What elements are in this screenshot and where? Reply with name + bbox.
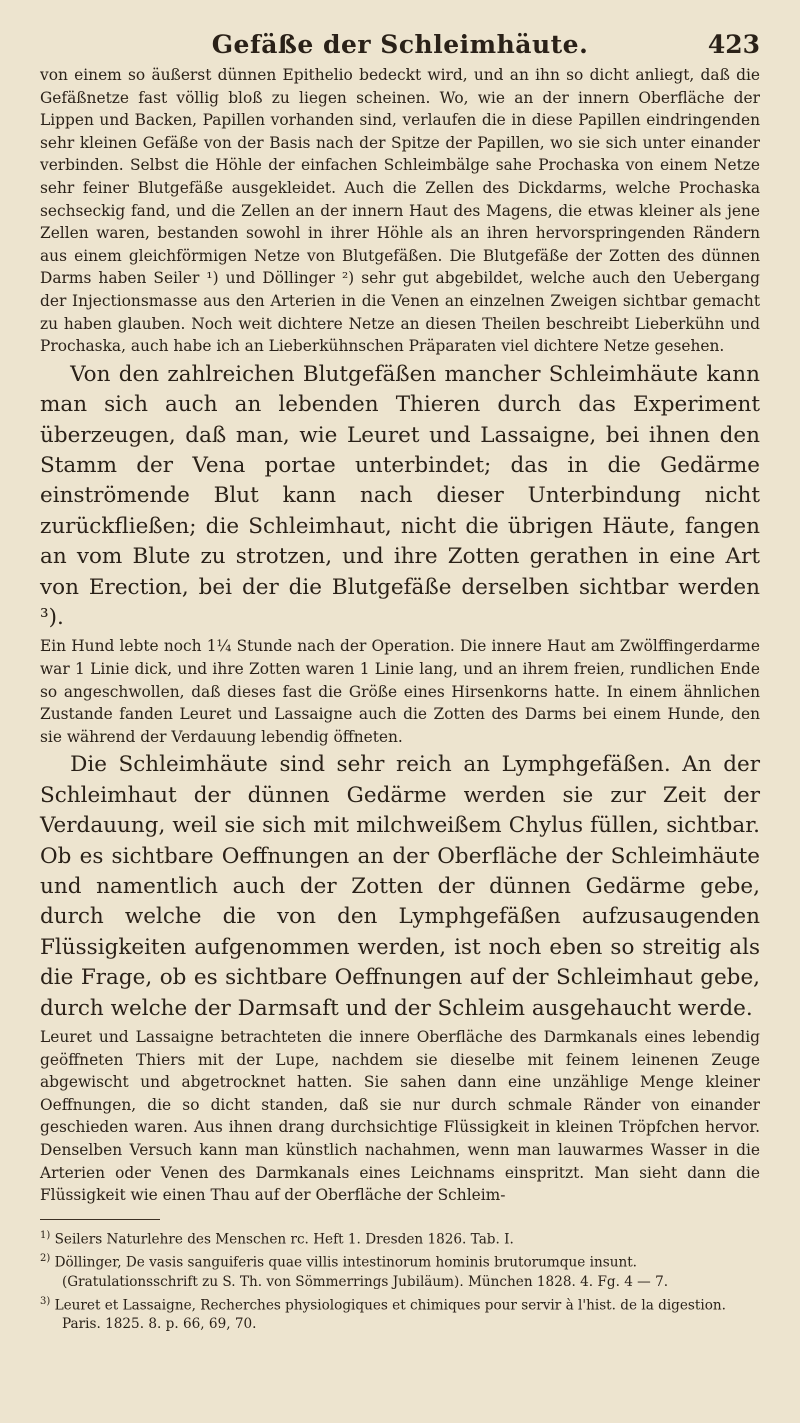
paragraph-small-1: von einem so äußerst dünnen Epithelio bedeckt wird, und an ihn so dicht anliegt, daß die Gefäßnetze fast völlig bloß zu liegen scheinen. Wo, wie an der innern Oberfläche der Lippen und Backen, Papillen vorhanden sind, verlaufen die in diese Papillen eindringenden sehr kleinen Gefäße von der Basis nach der Spitze der Papillen, wo sie sich unter einander verbinden. Selbst die Höhle der einfachen Schleimbälge sahe Prochaska von einem Netze sehr feiner Blutgefäße ausgekleidet. Auch die Zellen des Dickdarms, welche Prochaska sechseckig fand, und die Zellen an der innern Haut des Magens, die etwas kleiner als jene Zellen waren, bestanden sowohl in ihrer Höhle als an ihren hervorspringenden Rändern aus einem gleichförmigen Netze von Blutgefäßen. Die Blutgefäße der Zotten des dünnen Darms haben Seiler ¹) und Döllinger ²) sehr gut abgebildet, welche auch den Uebergang der Injectionsmasse aus den Arterien in die Venen an einzelnen Zweigen sichtbar gemacht zu haben glauben. Noch weit dichtere Netze an diesen Theilen beschreibt Lieberkühn und Prochaska, auch habe ich an Lieberkühnschen Präparaten viel dichtere Netze gesehen. <box>40 66 760 356</box>
paragraph-small-2: Ein Hund lebte noch 1¼ Stunde nach der Operation. Die innere Haut am Zwölffingerdarme war 1 Linie dick, und ihre Zotten waren 1 Linie lang, und an ihrem freien, rundlichen Ende so angeschwollen, daß dieses fast die Größe eines Hirsenkorns hatte. In einem ähnlichen Zustande fanden Leuret und Lassaigne auch die Zotten des Darms bei einem Hunde, den sie während der Verdauung lebendig öffneten. <box>40 637 760 746</box>
footnote-text-1: Seilers Naturlehre des Menschen rc. Heft 1. Dresden 1826. Tab. I. <box>54 1231 514 1248</box>
footnote-2 <box>40 1249 760 1292</box>
footnote-mark-3: 3) <box>40 1295 51 1307</box>
footnote-1 <box>40 1226 760 1250</box>
running-title: Gefäße der Schleimhäute. <box>211 30 589 59</box>
footnote-mark-1: 1) <box>40 1229 51 1241</box>
page-header <box>40 18 760 64</box>
footnote-3 <box>40 1292 760 1335</box>
footnotes <box>40 1226 760 1335</box>
paragraph-large-2: Die Schleimhäute sind sehr reich an Lymphgefäßen. An der Schleimhaut der dünnen Gedärme werden sie zur Zeit der Verdauung, weil sie sich mit milchweißem Chylus füllen, sichtbar. Ob es sichtbare Oeffnungen an der Oberfläche der Schleimhäute und namentlich auch der Zotten der dünnen Gedärme gebe, durch welche die von den Lymphgefäßen aufzusaugenden Flüssigkeiten aufgenommen werden, ist noch eben so streitig als die Frage, ob es sichtbare Oeffnungen auf der Schleimhaut gebe, durch welche der Darmsaft und der Schleim ausgehaucht werde. <box>40 752 760 1021</box>
paragraph-small-3: Leuret und Lassaigne betrachteten die innere Oberfläche des Darmkanals eines lebendig geöffneten Thiers mit der Lupe, nachdem sie dieselbe mit feinem leinenen Zeuge abgewischt und abgetrocknet hatten. Sie sahen dann eine unzählige Menge kleiner Oeffnungen, die so dicht standen, daß sie nur durch schmale Ränder von einander geschieden waren. Aus ihnen drang durchsichtige Flüssigkeit in kleinen Tröpfchen hervor. Denselben Versuch kann man künstlich nachahmen, wenn man lauwarmes Wasser in die Arterien oder Venen des Darmkanals eines Leichnams einspritzt. Man sieht dann die Flüssigkeit wie einen Thau auf der Oberfläche der Schleim- <box>40 1028 760 1205</box>
footnote-text-2: Döllinger, De vasis sanguiferis quae villis intestinorum hominis brutorumque insunt. (Gratulationsschrift zu S. Th. von Sömmerrings Jubiläum). München 1828. 4. Fg. 4 — 7. <box>54 1254 669 1290</box>
footnote-mark-2: 2) <box>40 1253 51 1265</box>
paragraph-large-1: Von den zahlreichen Blutgefäßen mancher Schleimhäute kann man sich auch an lebenden Thieren durch das Experiment überzeugen, daß man, wie Leuret und Lassaigne, bei ihnen den Stamm der Vena portae unterbindet; das in die Gedärme einströmende Blut kann nach dieser Unterbindung nicht zurückfließen; die Schleimhaut, nicht die übrigen Häute, fangen an vom Blute zu strotzen, und ihre Zotten gerathen in eine Art von Erection, bei der die Blutgefäße derselben sichtbar werden ³). <box>40 361 760 630</box>
page-number: 423 <box>707 30 760 59</box>
footnote-text-3: Leuret et Lassaigne, Recherches physiologiques et chimiques pour servir à l'hist. de la digestion. Paris. 1825. 8. p. 66, 69, 70. <box>54 1297 726 1333</box>
footnote-divider <box>40 1219 160 1220</box>
body-text <box>40 64 760 1207</box>
